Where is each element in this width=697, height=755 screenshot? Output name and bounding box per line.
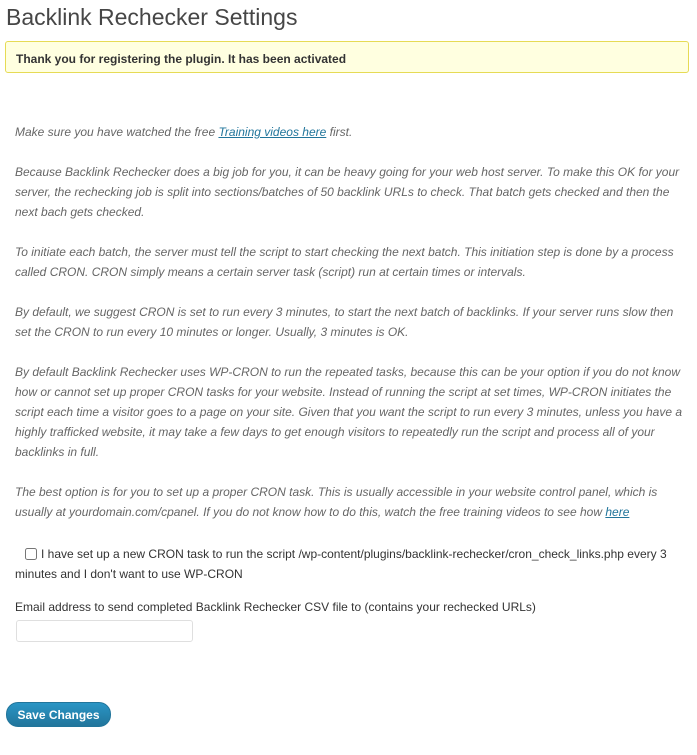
cron-checkbox-label[interactable]: I have set up a new CRON task to run the script /wp-content/plugins/backlink-rechecker/cron_check_links.php every 3 minutes and I don't want to use WP-CRON <box>15 547 667 581</box>
how-to-here-link[interactable]: here <box>605 505 630 519</box>
activation-notice <box>5 41 689 73</box>
intro-text <box>15 122 687 542</box>
best-option-text: The best option is for you to set up a proper CRON task. This is usually accessible in your website control panel, which is usually at yourdomain.com/cpanel. If you do not know how to do this, watch the free training videos to see how <box>15 485 658 519</box>
save-changes-button[interactable]: Save Changes <box>6 702 111 727</box>
training-text-before: Make sure you have watched the free <box>15 125 219 139</box>
cron-checkbox[interactable] <box>25 548 37 560</box>
training-text-after: first. <box>326 125 353 139</box>
page-title: Backlink Rechecker Settings <box>6 4 298 30</box>
email-input[interactable] <box>16 620 193 642</box>
notice-message: Thank you for registering the plugin. It has been activated <box>16 52 347 66</box>
cron-option-row <box>15 544 687 584</box>
intro-paragraph-batches: Because Backlink Rechecker does a big job for you, it can be heavy going for your web host server. To make this OK for your server, the rechecking job is split into sections/batches of 50 backlink URLs to check. That batch gets checked and then the next bach gets checked. <box>15 165 680 219</box>
intro-paragraph-best-option <box>15 482 687 522</box>
training-videos-link[interactable]: Training videos here <box>218 125 327 139</box>
intro-paragraph-wpcron: By default Backlink Rechecker uses WP-CRON to run the repeated tasks, because this can be your option if you do not know how or cannot set up proper CRON tasks for your website. Instead of running the script at set times, WP-CRON initiates the script each time a visitor goes to a page on your site. Given that you want the script to run every 3 minutes, unless you have a highly trafficked website, it may take a few days to get enough visitors to repeatedly run the script and process all of your backlinks in full. <box>15 365 683 459</box>
intro-paragraph-training <box>15 122 687 142</box>
intro-paragraph-cron: To initiate each batch, the server must tell the script to start checking the next batch. This initiation step is done by a process called CRON. CRON simply means a certain server task (script) run at certain times or intervals. <box>15 245 674 279</box>
email-label: Email address to send completed Backlink Rechecker CSV file to (contains your rechecked URLs) <box>15 600 536 614</box>
intro-paragraph-interval: By default, we suggest CRON is set to run every 3 minutes, to start the next batch of backlinks. If your server runs slow then set the CRON to run every 10 minutes or longer. Usually, 3 minutes is OK. <box>15 305 674 339</box>
